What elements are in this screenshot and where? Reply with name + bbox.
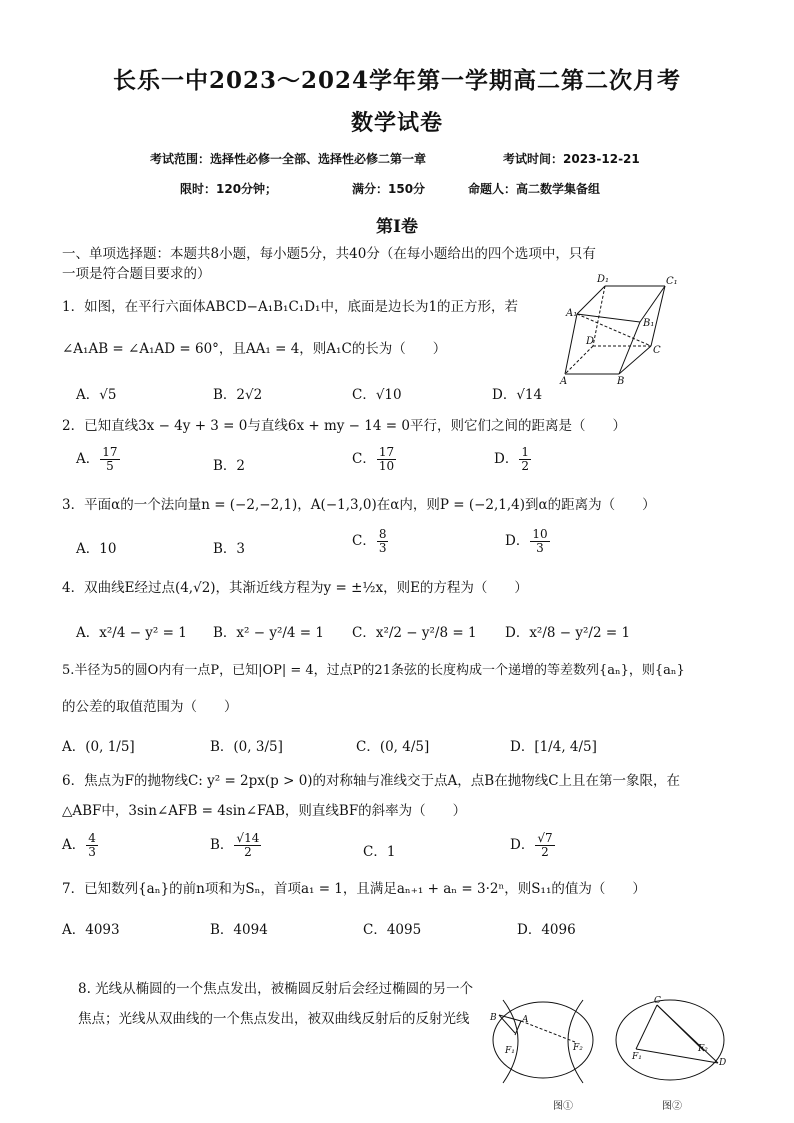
q5-line2: 的公差的取值范围为（ ） (62, 699, 238, 715)
section-intro-line1: 一、单项选择题：本题共8小题，每小题5分，共40分（在每小题给出的四个选项中，只有 (62, 246, 596, 262)
q7-option-d: D．4096 (517, 922, 576, 938)
q3-c-label: C． (352, 533, 376, 549)
fig2-label-F2: F₂ (698, 1044, 708, 1054)
fig2-label-F1: F₁ (632, 1052, 642, 1062)
q6-option-a (62, 832, 99, 859)
exam-title: 长乐一中2023～2024学年第一学期高二第二次月考 (112, 67, 682, 94)
q6-option-c: C．1 (363, 844, 396, 860)
q6-d-num: √7 (537, 831, 553, 845)
q3-c-num: 8 (378, 527, 387, 541)
q1-option-b: B．2√2 (213, 387, 263, 403)
q7-option-a: A．4093 (62, 922, 120, 938)
q3-d-label: D． (505, 533, 530, 549)
exam-subtitle: 数学试卷 (350, 110, 443, 136)
q6-line2: △ABF中，3sin∠AFB = 4sin∠FAB，则直线BF的斜率为（ ） (62, 803, 467, 819)
label-B1: B₁ (643, 318, 655, 329)
q8-line2: 焦点；光线从双曲线的一个焦点发出，被双曲线反射后的反射光线 (78, 1011, 470, 1027)
q7-option-c: C．4095 (363, 922, 422, 938)
q4-option-c: C．x²/2 − y²/8 = 1 (352, 625, 477, 641)
q5-option-c: C．(0, 4/5] (356, 739, 430, 755)
q5-option-a: A．(0, 1/5] (62, 739, 135, 755)
q2-d-num: 1 (521, 445, 529, 459)
exam-duration: 限时：120分钟； (180, 182, 278, 196)
q4-option-d: D．x²/8 − y²/2 = 1 (505, 625, 631, 641)
q2-option-b: B．2 (213, 458, 246, 474)
section-intro-line2: 一项是符合题目要求的） (62, 266, 211, 282)
q4-text: 4．双曲线E经过点(4,√2)，其渐近线方程为y = ±½x，则E的方程为（ ） (62, 580, 528, 596)
figure-1-ellipse-hyperbola (485, 995, 605, 1120)
q3-c-den: 3 (378, 541, 387, 555)
exam-author: 命题人：高二数学集备组 (468, 182, 601, 196)
q6-b-label: B． (210, 837, 234, 853)
q7-option-b: B．4094 (210, 922, 268, 938)
fig1-label-F1: F₁ (505, 1046, 515, 1056)
q4-option-b: B．x² − y²/4 = 1 (213, 625, 324, 641)
q5-option-b: B．(0, 3/5] (210, 739, 283, 755)
volume-title: 第Ⅰ卷 (376, 217, 418, 237)
q6-d-den: 2 (541, 845, 549, 859)
q3-text: 3．平面α的一个法向量n = (−2,−2,1)，A(−1,3,0)在α内，则P = (−2,1,4)到α的距离为（ ） (62, 497, 656, 513)
exam-scope: 考试范围：选择性必修一全部、选择性必修二第一章 (150, 152, 427, 166)
label-D1: D₁ (597, 274, 610, 285)
q2-d-label: D． (494, 451, 519, 467)
fig1-caption: 图① (553, 1101, 573, 1112)
q6-option-d (510, 832, 556, 859)
q1-option-d: D．√14 (492, 387, 543, 403)
q2-option-c (352, 446, 397, 473)
q2-text: 2．已知直线3x − 4y + 3 = 0与直线6x + my − 14 = 0平行，则它们之间的距离是（ ） (62, 418, 626, 434)
figure-2-ellipse-triangle (612, 995, 737, 1120)
q1-line2: ∠A₁AB = ∠A₁AD = 60°，且AA₁ = 4，则A₁C的长为（ ） (62, 341, 447, 357)
q6-a-label: A． (62, 837, 86, 853)
q2-a-num: 17 (102, 445, 118, 459)
label-A: A (560, 376, 568, 387)
fig1-label-F2: F₂ (573, 1043, 583, 1053)
q3-option-a: A．10 (76, 541, 117, 557)
fig1-label-B: B (490, 1013, 497, 1023)
q3-option-d (505, 528, 551, 555)
q6-d-label: D． (510, 837, 535, 853)
q1-line1: 1．如图，在平行六面体ABCD−A₁B₁C₁D₁中，底面是边长为1的正方形，若 (62, 299, 519, 315)
fig2-caption: 图② (662, 1101, 682, 1112)
q5-line1: 5.半径为5的圆O内有一点P，已知|OP| = 4，过点P的21条弦的长度构成一个递增的等差数列{aₙ}，则{aₙ} (62, 663, 685, 678)
q7-text: 7．已知数列{aₙ}的前n项和为Sₙ，首项a₁ = 1，且满足aₙ₊₁ + aₙ = 3·2ⁿ，则S₁₁的值为（ ） (62, 881, 646, 897)
q6-line1: 6．焦点为F的抛物线C: y² = 2px(p > 0)的对称轴与准线交于点A，点B在抛物线C上且在第一象限，在 (62, 773, 681, 789)
q2-a-den: 5 (106, 459, 114, 473)
q1-option-c: C．√10 (352, 387, 402, 403)
q5-option-d: D．[1/4, 4/5] (510, 739, 597, 755)
label-A1: A₁ (566, 308, 578, 319)
q2-d-den: 2 (521, 459, 529, 473)
q3-d-den: 3 (536, 541, 544, 555)
q2-a-label: A． (76, 451, 100, 467)
q2-option-d (494, 446, 532, 473)
q3-option-b: B．3 (213, 541, 246, 557)
q6-b-den: 2 (244, 845, 252, 859)
parallelepiped-figure (555, 272, 700, 392)
label-C1: C₁ (666, 276, 678, 287)
label-B: B (617, 376, 625, 387)
label-C: C (653, 345, 661, 356)
q6-a-num: 4 (88, 831, 96, 845)
q6-b-num: √14 (236, 831, 260, 845)
q2-c-label: C． (352, 451, 376, 467)
q6-option-b (210, 832, 262, 859)
q2-c-den: 10 (378, 459, 395, 473)
q4-option-a: A．x²/4 − y² = 1 (76, 625, 187, 641)
fig2-label-C: C (654, 996, 661, 1006)
fig2-label-D: D (719, 1058, 727, 1068)
q3-option-c (352, 528, 389, 555)
q3-d-num: 10 (532, 527, 548, 541)
q2-option-a (76, 446, 121, 473)
exam-full-score: 满分：150分 (352, 182, 426, 196)
q1-option-a: A．√5 (76, 387, 117, 403)
label-D: D (586, 336, 595, 347)
q8-line1: 8. 光线从椭圆的一个焦点发出，被椭圆反射后会经过椭圆的另一个 (78, 981, 474, 997)
exam-time: 考试时间：2023-12-21 (503, 152, 640, 166)
fig1-label-A: A (522, 1015, 529, 1025)
q6-a-den: 3 (88, 845, 96, 859)
q2-c-num: 17 (378, 445, 395, 459)
